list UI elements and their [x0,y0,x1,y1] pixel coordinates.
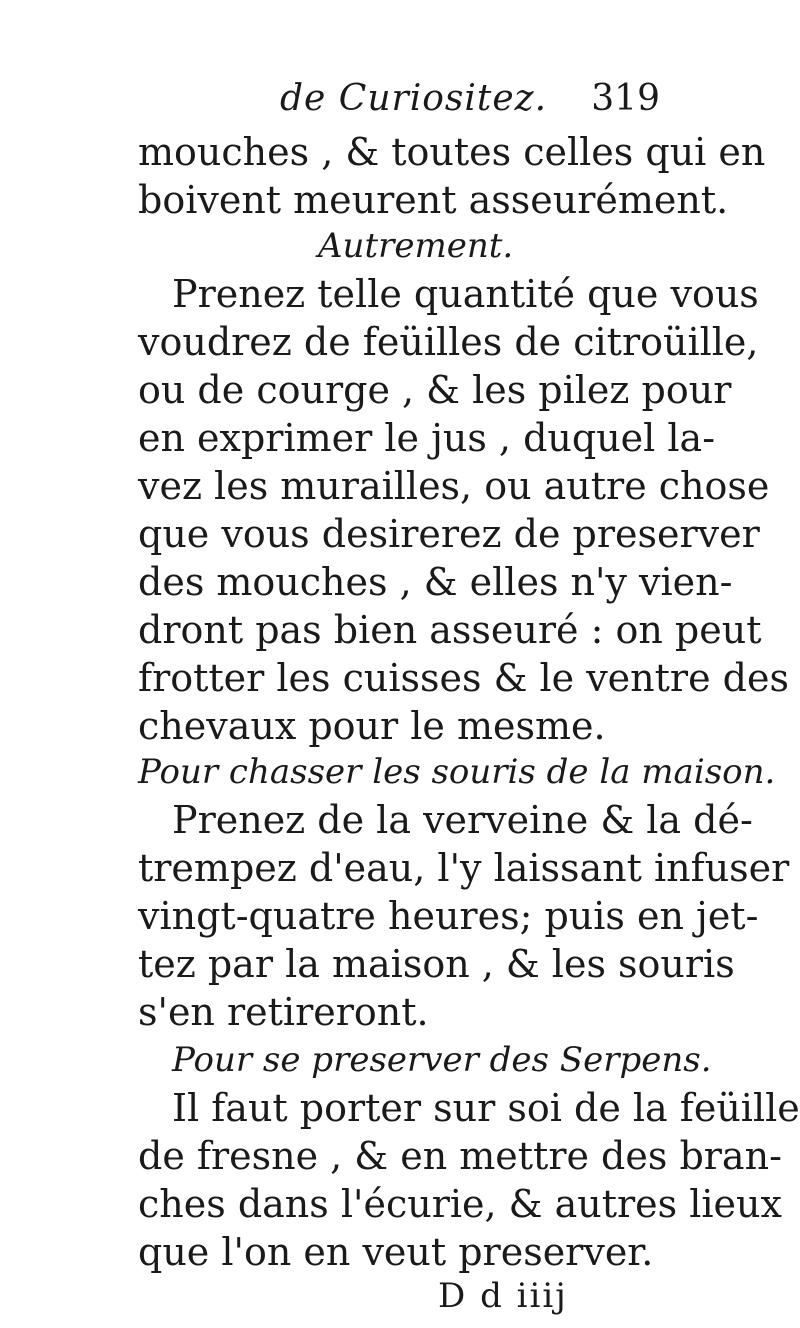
text-line: ou de courge , & les pilez pour [138,368,732,412]
section-heading: Pour se preserver des Serpens. [172,1040,712,1080]
text-line: vingt-quatre heures; puis en jet- [138,894,759,938]
text-line: en exprimer le jus , duquel la- [138,416,716,460]
text-line: frotter les cuisses & le ventre des [138,656,789,700]
text-line: des mouches , & elles n'y vien- [138,560,733,604]
text-line: Prenez telle quantité que vous [172,272,759,316]
text-line: vez les murailles, ou autre chose [138,464,770,508]
text-line: dront pas bien asseuré : on peut [138,608,762,652]
text-line: de fresne , & en mettre des bran- [138,1134,782,1178]
running-title: de Curiositez. [280,78,548,119]
signature-mark: D d iiij [438,1276,568,1316]
text-line: s'en retireront. [138,990,429,1034]
text-line: tez par la maison , & les souris [138,942,735,986]
text-line: chevaux pour le mesme. [138,704,606,748]
page-number: 319 [591,78,660,119]
text-line: Prenez de la verveine & la dé- [172,798,753,842]
text-line: que vous desirerez de preserver [138,512,760,556]
text-line: voudrez de feüilles de citroüille, [138,320,759,364]
text-line: boivent meurent asseurément. [138,178,729,222]
text-line: que l'on en veut preserver. [138,1230,654,1274]
section-heading: Autrement. [318,226,514,266]
text-line: ches dans l'écurie, & autres lieux [138,1182,782,1226]
text-line: trempez d'eau, l'y laissant infuser [138,846,790,890]
text-line: mouches , & toutes celles qui en [138,130,766,174]
section-heading: Pour chasser les souris de la maison. [138,752,776,792]
page-header [140,78,660,128]
text-line: Il faut porter sur soi de la feüille [172,1086,800,1130]
